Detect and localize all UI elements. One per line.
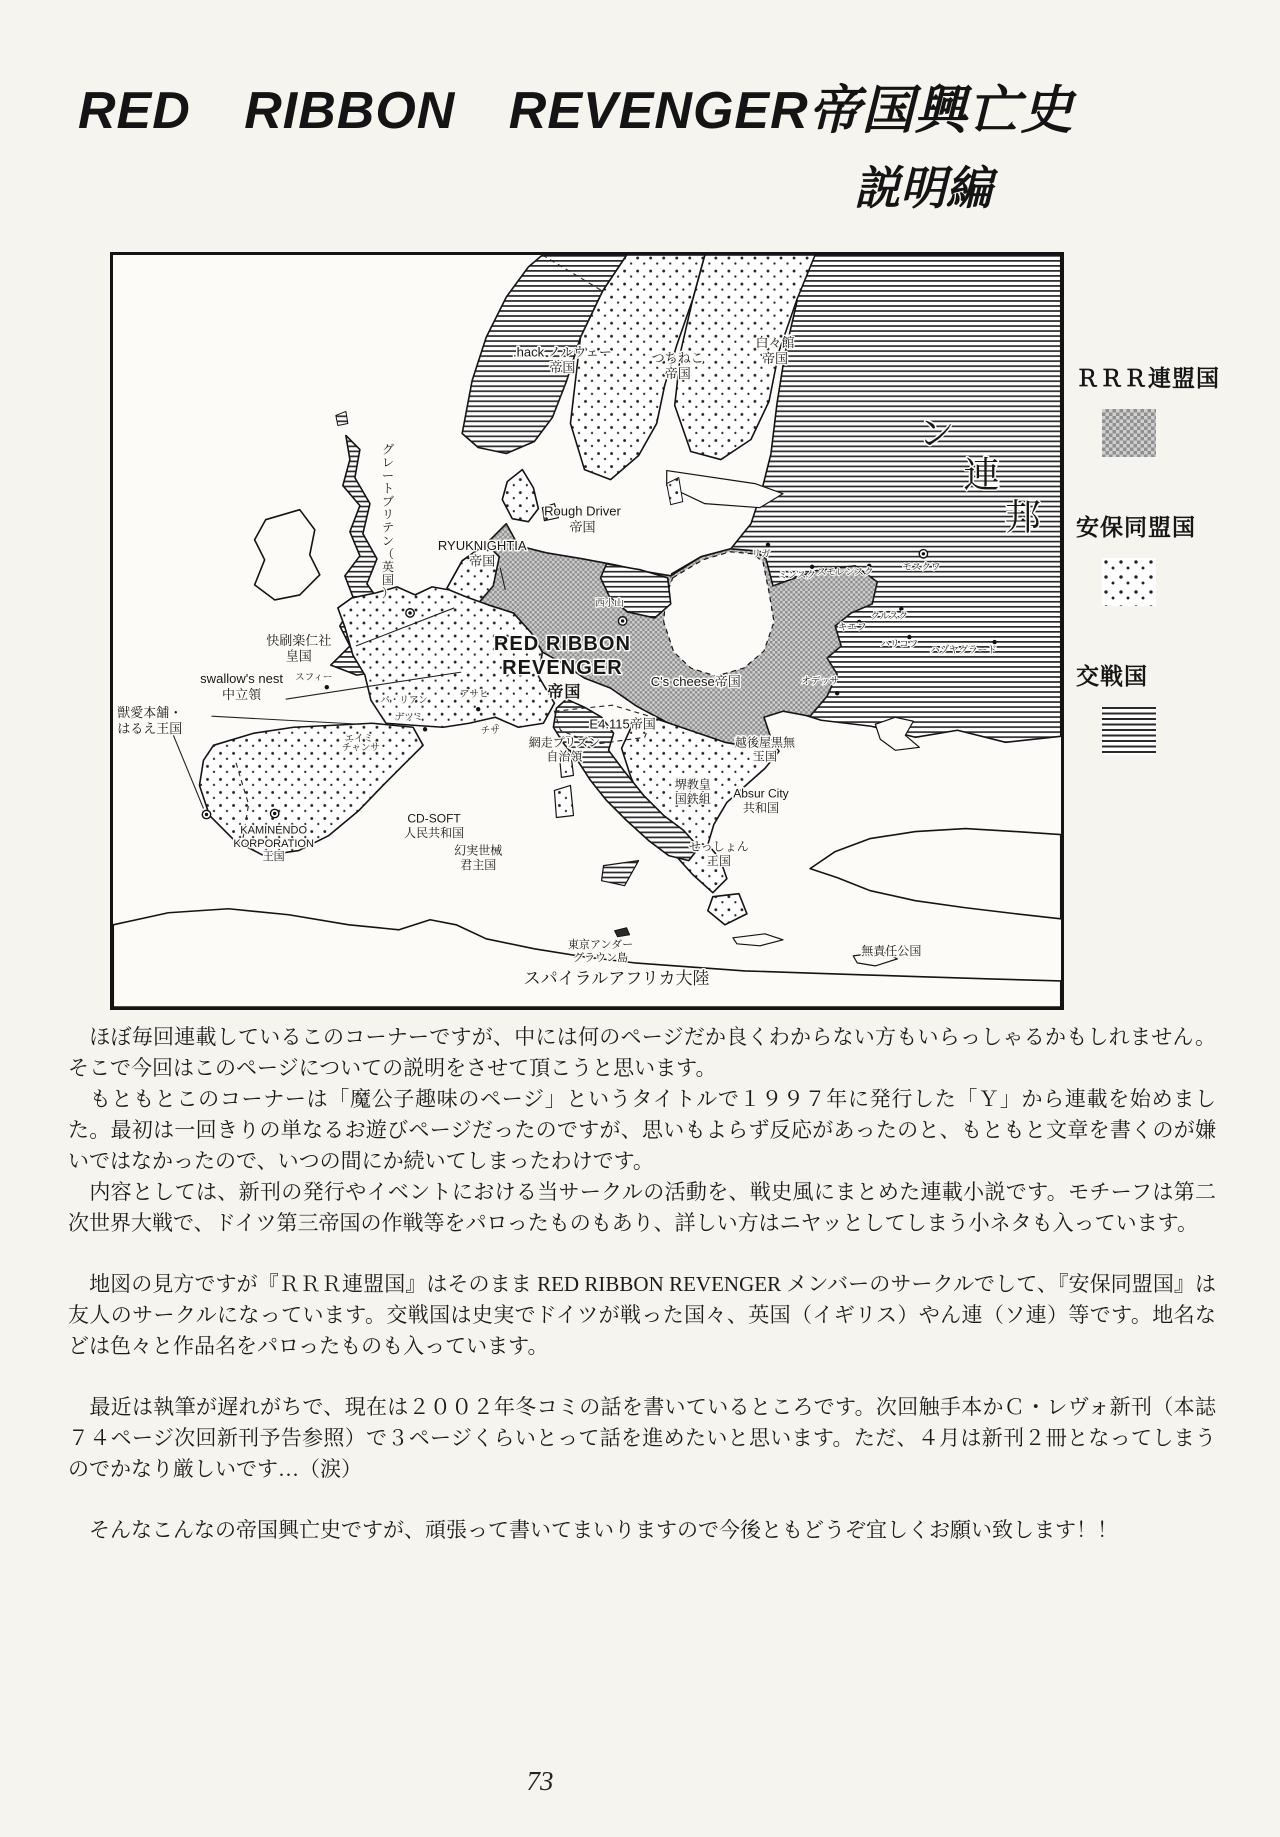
city-name: 西小山 [595,597,624,609]
map-label: 幻実世械君主国 [454,843,503,873]
paragraph: 最近は執筆が遅れがちで、現在は２００２年冬コミの話を書いているところです。次回触手本かＣ・レヴォ新刊（本誌７４ページ次回新刊予告参照）で３ページくらいとって話を進めたいと思います。ただ、４月は新刊２冊となってしまうのでかなり厳しいです…（涙） [68,1395,1216,1481]
capital-dot [205,813,208,816]
city-name: スモレンスク [816,566,874,578]
city-name: スフィー [295,672,333,684]
page-title [78,68,1074,143]
legend-swatch-hlines [1102,707,1156,755]
city-dot [325,685,329,689]
map-label: Absur City 共和国 [733,786,789,815]
city-dot [810,565,814,569]
map-label: 越後屋黒無王国 [734,735,796,764]
city-name: クルスク [870,610,909,622]
map-label: .hack ノルウェー帝国 [513,344,612,375]
map-label: 網走プリズン自治領 [528,735,601,764]
map-label: RYUKNIGHTIA 帝国 [437,537,527,569]
paragraph: もともとこのコーナーは「魔公子趣味のページ」というタイトルで１９９７年に発行した「Ｙ」から連載を始めました。最初は一回きりの単なるお遊びページだったのですが、思いもよらず反応があったのと、もともと文章を書くのが嫌いではなかったので、いつの間にか続いてしまったわけです。 [68,1087,1216,1173]
city-name: ハゾヤグラード [930,645,997,657]
city-name: ハリコフ [880,639,919,651]
city-name: チャンサ [342,742,380,754]
city-name: ミンスク [778,569,816,581]
europe-map-svg [113,255,1061,1007]
legend-item [1076,360,1276,457]
body-text [68,1022,1216,1546]
city-name: リガ [751,548,771,560]
page-number: 73 [526,1766,554,1796]
legend-label: 安保同盟国 [1076,514,1196,540]
legend-item [1076,658,1276,755]
title-latin: RED RIBBON REVENGER [78,82,809,140]
map-legend [1076,360,1276,807]
map-label: swallow's nest 中立領 [200,671,283,702]
city-name: パ・リアン [380,695,428,707]
capital-dot [621,619,624,622]
map-label: 白々館帝国 [755,335,795,366]
city-name: エイミ [344,733,374,745]
city-name: キエフ [837,621,867,633]
city-name: オデッサ [801,676,840,688]
city-name: チサ [480,725,500,737]
map-label: 邦 [1004,496,1041,538]
legend-label: ＲＲＲ連盟国 [1076,365,1220,391]
map-label: ン [918,412,955,454]
legend-item [1076,509,1276,606]
map-label: 堺教皇国鉄組 [674,777,711,806]
paragraph: そんなこんなの帝国興亡史ですが、頑張って書いてまいりますので今後ともどうぞ宜しくお願い致します！！ [68,1518,1118,1542]
legend-swatch-halftone [1102,409,1156,457]
paragraph: 地図の見方ですが『ＲＲＲ連盟国』はそのまま RED RIBBON REVENGER メンバーのサークルでして、『安保同盟国』は友人のサークルになっています。交戦国は史実でドイツが戦った国々、英国（イギリス）やん連（ソ連）等です。地名などは色々と作品名をパロったものも入っています。 [68,1272,1216,1358]
page-subtitle: 説明編 [854,162,992,214]
map-label: せっしょん王国 [688,839,749,869]
map-label: スパイラルアフリカ大陸 [523,968,710,988]
map-label: 東京アンダーグラウン島 [567,938,634,965]
legend-swatch-dots [1102,558,1156,606]
map-label: RED RIBBON REVENGER [493,633,631,680]
city-dot [835,691,839,695]
map-label: Rough Driver 帝国 [544,503,621,535]
map-label: 連 [963,454,1000,496]
paragraph: 内容としては、新刊の発行やイベントにおける当サークルの活動を、戦史風にまとめた連載小説です。モチーフは第二次世界大戦で、ドイツ第三帝国の作戦等をパロったものもあり、詳しい方はニヤッとしてしまう小ネタも入っています。 [68,1180,1216,1235]
paragraph: ほぼ毎回連載しているこのコーナーですが、中には何のページだか良くわからない方もいらっしゃるかもしれません。そこで今回はこのページについての説明をさせて頂こうと思います。 [68,1025,1216,1080]
city-name: ナツミ [394,712,424,724]
capital-dot [922,552,925,555]
map-label: グレートブリテン（英国） [381,442,394,600]
legend-label: 交戦国 [1076,663,1148,689]
map-label: 無責任公国 [861,943,922,958]
city-name: モスクワ [902,561,941,573]
city-name: アサヒ [459,689,489,701]
map-label: E4.115帝国 [589,716,656,732]
map-label: C's cheese帝国 [650,674,741,690]
title-cjk: 帝国興亡史 [808,82,1074,140]
city-dot [476,707,480,711]
capital-dot [408,611,411,614]
map-label: KAMINENDO KORPORATION 王国 [233,824,314,864]
sardinia-island [554,785,573,817]
map-label: 快刷楽仁社皇国 [266,633,332,664]
map-label: つちねこ帝国 [651,350,704,381]
map-label: 獣愛本舗・はるえ王国 [117,705,183,736]
capital-dot [273,812,276,815]
city-dot [766,543,770,547]
city-dot [423,727,427,731]
city-dot [992,640,996,644]
map-label: 帝国 [547,683,582,702]
europe-map [110,252,1064,1010]
map-label: CD-SOFT 人民共和国 [404,811,465,840]
